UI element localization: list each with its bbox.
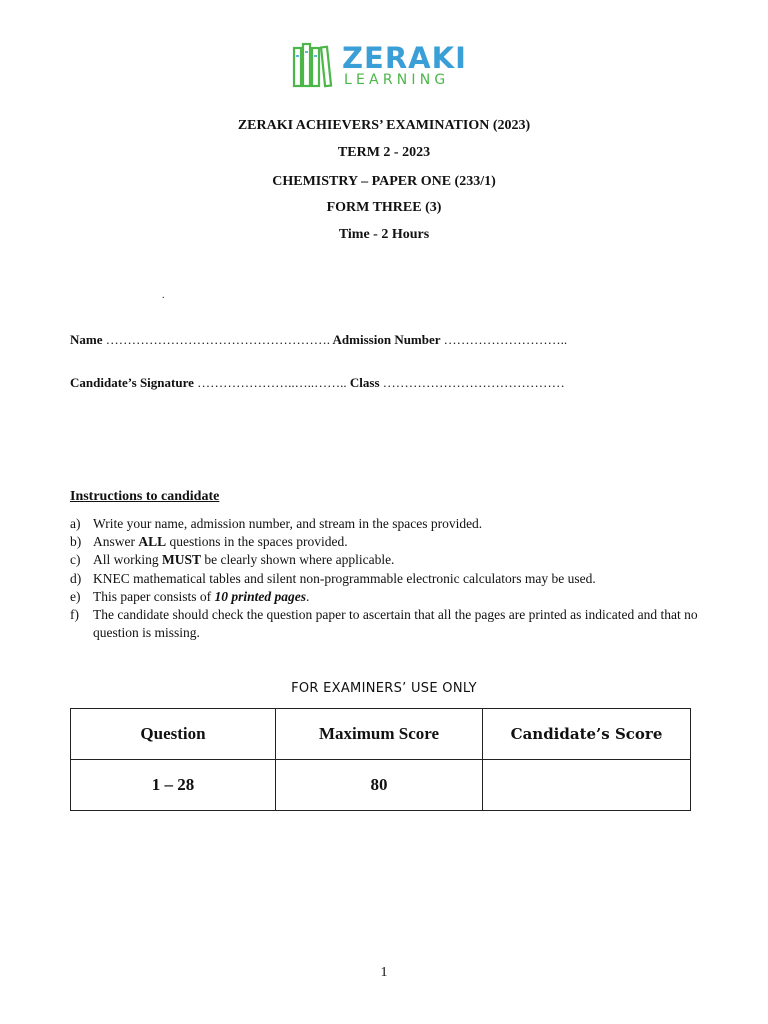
- cell-question-range: 1 – 28: [71, 760, 276, 811]
- instruction-text: Write your name, admission number, and stream in the spaces provided.: [93, 516, 483, 531]
- instruction-item: [70, 515, 710, 533]
- exam-time: Time - 2 Hours: [338, 227, 430, 242]
- instruction-text: KNEC mathematical tables and silent non-programmable electronic calculators may be used.: [93, 570, 596, 586]
- instruction-item: [70, 570, 710, 588]
- instruction-letter: a): [70, 516, 81, 531]
- cell-maximum-score: 80: [276, 760, 483, 811]
- table-row: [71, 760, 691, 811]
- header-question: Question: [71, 709, 276, 760]
- instruction-letter: d): [70, 570, 82, 586]
- instructions-list: [70, 515, 710, 642]
- name-admission-row: [70, 332, 567, 348]
- instruction-letter: b): [70, 534, 82, 550]
- zeraki-logo: [292, 42, 482, 90]
- exam-term: TERM 2 - 2023: [337, 145, 431, 160]
- class-field[interactable]: ……………………………………: [382, 375, 565, 390]
- admission-label: Admission Number: [332, 332, 441, 347]
- instruction-item: [70, 588, 710, 606]
- books-icon: [292, 42, 336, 90]
- examiners-title: FOR EXAMINERS’ USE ONLY: [291, 681, 477, 696]
- instruction-text: The candidate should check the question paper to ascertain that all the pages are printed as indicated and that no question is missing.: [93, 607, 698, 641]
- logo-wordmark: ZERAKI: [342, 41, 467, 75]
- table-header-row: [71, 709, 691, 760]
- class-label: Class: [349, 375, 380, 390]
- instructions-heading: Instructions to candidate: [70, 489, 220, 504]
- cell-candidates-score[interactable]: [483, 760, 691, 811]
- name-label: Name: [70, 332, 103, 347]
- signature-label: Candidate’s Signature: [70, 375, 194, 390]
- score-table: [70, 708, 691, 811]
- instruction-item: [70, 533, 710, 551]
- exam-form: FORM THREE (3): [326, 200, 442, 215]
- instruction-letter: e): [70, 588, 81, 604]
- stray-mark: .: [162, 290, 165, 301]
- name-field[interactable]: …………………………………………….: [105, 332, 330, 347]
- instruction-item: [70, 551, 710, 569]
- instruction-letter: c): [70, 552, 81, 568]
- signature-field[interactable]: …………………..…..……..: [197, 375, 347, 390]
- instruction-text: All working MUST be clearly shown where applicable.: [93, 552, 395, 568]
- exam-subject: CHEMISTRY – PAPER ONE (233/1): [272, 174, 496, 189]
- exam-title: ZERAKI ACHIEVERS’ EXAMINATION (2023): [237, 118, 531, 133]
- admission-field[interactable]: ………………………..: [443, 332, 568, 347]
- logo-subtitle: LEARNING: [344, 72, 450, 88]
- instruction-text: Answer ALL questions in the spaces provided.: [93, 534, 348, 550]
- header-candidates-score: Candidate’s Score: [483, 709, 691, 760]
- header-maximum-score: Maximum Score: [276, 709, 483, 760]
- instruction-item: [70, 606, 710, 642]
- instruction-letter: f): [70, 607, 79, 623]
- page-number: 1: [380, 965, 388, 980]
- signature-class-row: [70, 375, 565, 391]
- instruction-text: This paper consists of 10 printed pages.: [93, 588, 310, 604]
